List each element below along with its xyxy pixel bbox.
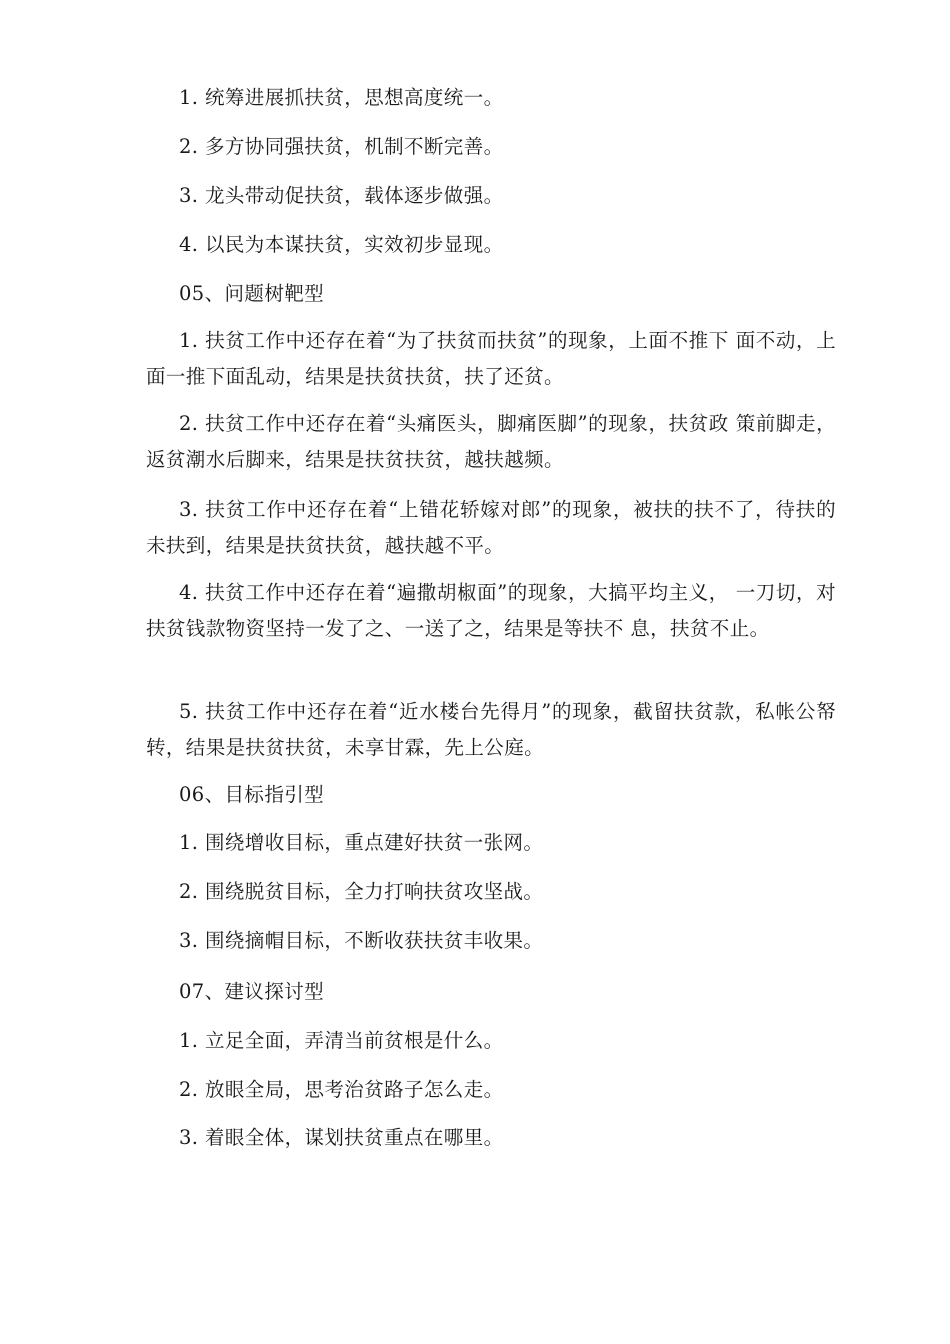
list-item: 3. 着眼全体，谋划扶贫重点在哪里。 (179, 1126, 504, 1149)
list-item: 2. 扶贫工作中还存在着“头痛医头，脚痛医脚”的现象，扶贫政 策前脚走，返贫潮水后脚来，结果是扶贫扶贫，越扶越频。 (146, 412, 836, 471)
list-item: 2. 围绕脱贫目标，全力打响扶贫攻坚战。 (179, 880, 544, 903)
list-item: 1. 扶贫工作中还存在着“为了扶贫而扶贫”的现象，上面不推下 面不动，上面一推下面乱动，结果是扶贫扶贫，扶了还贫。 (146, 329, 836, 388)
section-heading: 07、建议探讨型 (179, 980, 325, 1003)
list-item: 1. 统筹进展抓扶贫，思想高度统一。 (179, 86, 504, 109)
list-item: 4. 以民为本谋扶贫，实效初步显现。 (179, 233, 504, 256)
section-heading: 05、问题树靶型 (179, 282, 325, 305)
list-item: 3. 龙头带动促扶贫，载体逐步做强。 (179, 184, 504, 207)
list-item: 3. 围绕摘帽目标，不断收获扶贫丰收果。 (179, 929, 544, 952)
list-item: 2. 多方协同强扶贫，机制不断完善。 (179, 135, 504, 158)
list-item: 3. 扶贫工作中还存在着“上错花轿嫁对郎”的现象，被扶的扶不了，待扶的未扶到，结果是扶贫扶贫，越扶越不平。 (146, 498, 836, 557)
list-item: 1. 立足全面，弄清当前贫根是什么。 (179, 1029, 504, 1052)
section-heading: 06、目标指引型 (179, 783, 325, 806)
list-item: 2. 放眼全局，思考治贫路子怎么走。 (179, 1078, 504, 1101)
list-item: 5. 扶贫工作中还存在着“近水楼台先得月”的现象，截留扶贫款，私帐公帑转，结果是扶贫扶贫，未享甘霖，先上公庭。 (146, 700, 836, 759)
list-item: 1. 围绕增收目标，重点建好扶贫一张网。 (179, 831, 544, 854)
list-item: 4. 扶贫工作中还存在着“遍撒胡椒面”的现象，大搞平均主义， 一刀切，对扶贫钱款物资坚持一发了之、一送了之，结果是等扶不 息，扶贫不止。 (146, 581, 836, 640)
